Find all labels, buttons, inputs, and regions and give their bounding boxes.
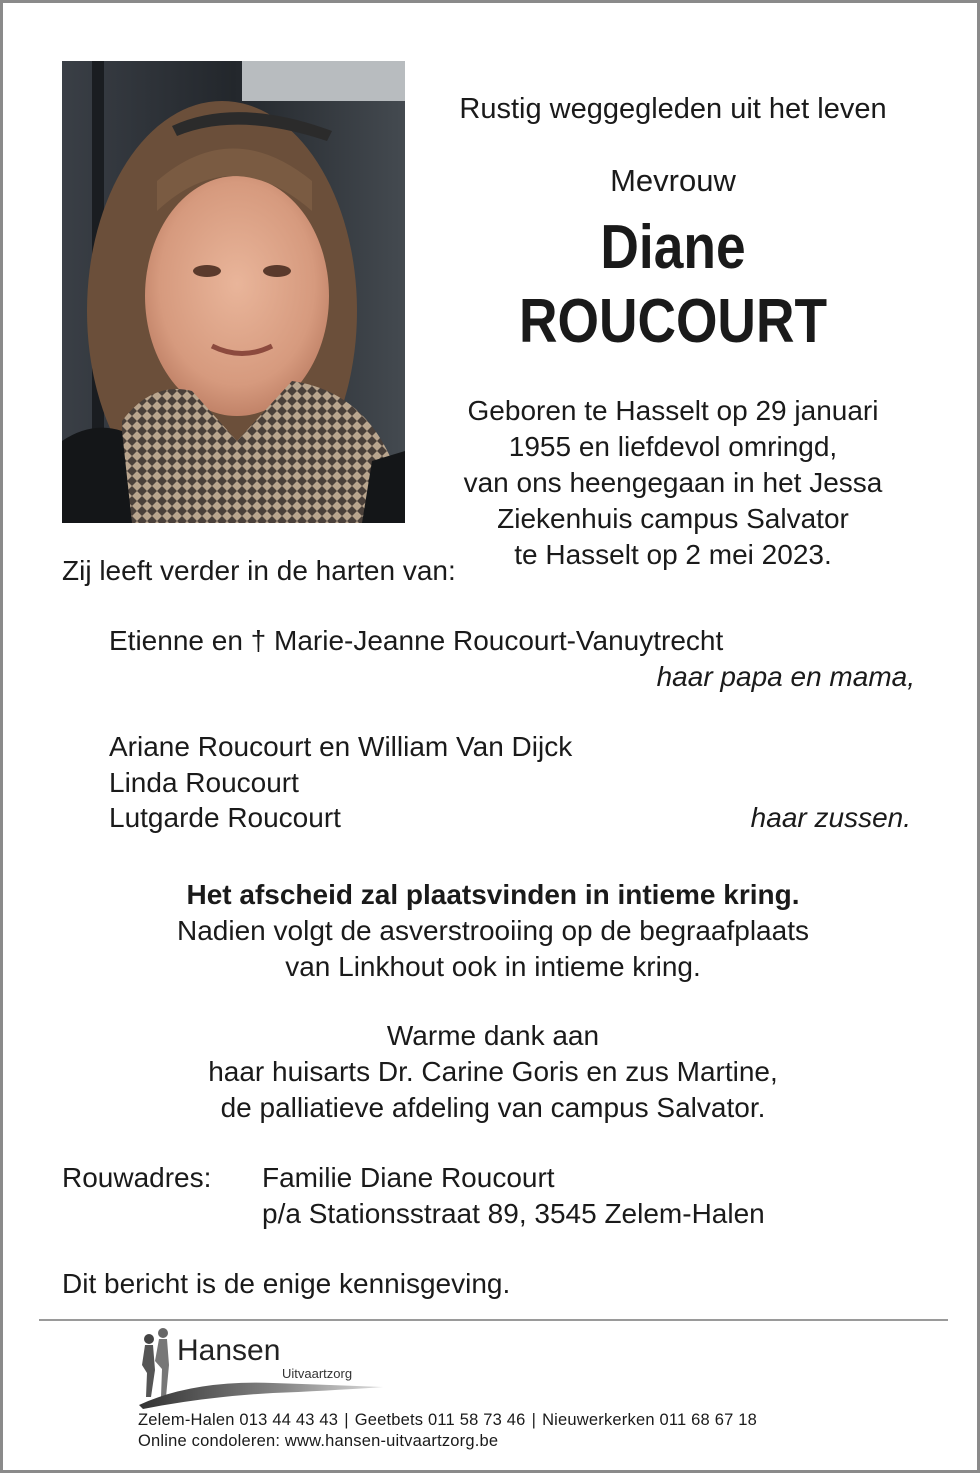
ceremony-line: van Linkhout ook in intieme kring. — [285, 951, 701, 982]
survivors-intro: Zij leeft verder in de harten van: — [62, 555, 456, 586]
birth-line: 1955 en liefdevol omringd, — [508, 431, 838, 462]
birth-line: van ons heengegaan in het Jessa — [463, 467, 883, 498]
online-condolence-link[interactable]: Online condoleren: www.hansen-uitvaartzorg.be — [138, 1432, 499, 1450]
logo-name: Hansen — [177, 1334, 281, 1367]
logo-subtitle: Uitvaartzorg — [282, 1366, 353, 1381]
deceased-name: Diane ROUCOURT — [518, 213, 828, 356]
sister-name: Linda Roucourt — [109, 767, 299, 798]
ceremony-block — [3, 877, 980, 985]
address-line: p/a Stationsstraat 89, 3545 Zelem-Halen — [262, 1198, 765, 1229]
title-word: Mevrouw — [610, 163, 736, 198]
address-label: Rouwadres: — [62, 1162, 212, 1193]
phone-nieuwerkerken: Nieuwerkerken 011 68 67 18 — [542, 1411, 758, 1429]
separator: | — [531, 1411, 537, 1429]
separator: | — [344, 1411, 349, 1429]
thanks-line: Warme dank aan — [386, 1020, 600, 1051]
footer-divider — [39, 1319, 948, 1321]
sisters-role: haar zussen. — [750, 802, 911, 833]
birth-line: Ziekenhuis campus Salvator — [497, 503, 849, 534]
thanks-line: haar huisarts Dr. Carine Goris en zus Martine, — [208, 1056, 778, 1087]
closing-note: Dit bericht is de enige kennisgeving. — [62, 1268, 511, 1299]
sister-name: Lutgarde Roucourt — [109, 802, 341, 833]
parents-names: Etienne en † Marie-Jeanne Roucourt-Vanuytrecht — [109, 625, 724, 656]
sister-name: Ariane Roucourt en William Van Dijck — [109, 731, 573, 762]
contact-phones — [138, 1410, 757, 1430]
ceremony-line: Nadien volgt de asverstrooiing op de begraafplaats — [177, 915, 809, 946]
thanks-block — [3, 1018, 980, 1126]
portrait-photo — [62, 61, 405, 523]
phone-zelem: Zelem-Halen 013 44 43 43 — [138, 1411, 339, 1429]
address-line: Familie Diane Roucourt — [262, 1162, 555, 1193]
parents-role: haar papa en mama, — [656, 661, 915, 692]
address-lines — [262, 1160, 765, 1232]
thanks-line: de palliatieve afdeling van campus Salvator. — [220, 1092, 766, 1123]
phone-geetbets: Geetbets 011 58 73 46 — [354, 1411, 526, 1429]
birth-line: te Hasselt op 2 mei 2023. — [514, 539, 832, 570]
birth-line: Geboren te Hasselt op 29 januari — [467, 395, 879, 426]
ceremony-bold-line: Het afscheid zal plaatsvinden in intieme kring. — [186, 879, 800, 910]
header-block — [423, 89, 923, 573]
intro-line: Rustig weggegleden uit het leven — [459, 93, 887, 125]
birth-text — [423, 393, 923, 573]
